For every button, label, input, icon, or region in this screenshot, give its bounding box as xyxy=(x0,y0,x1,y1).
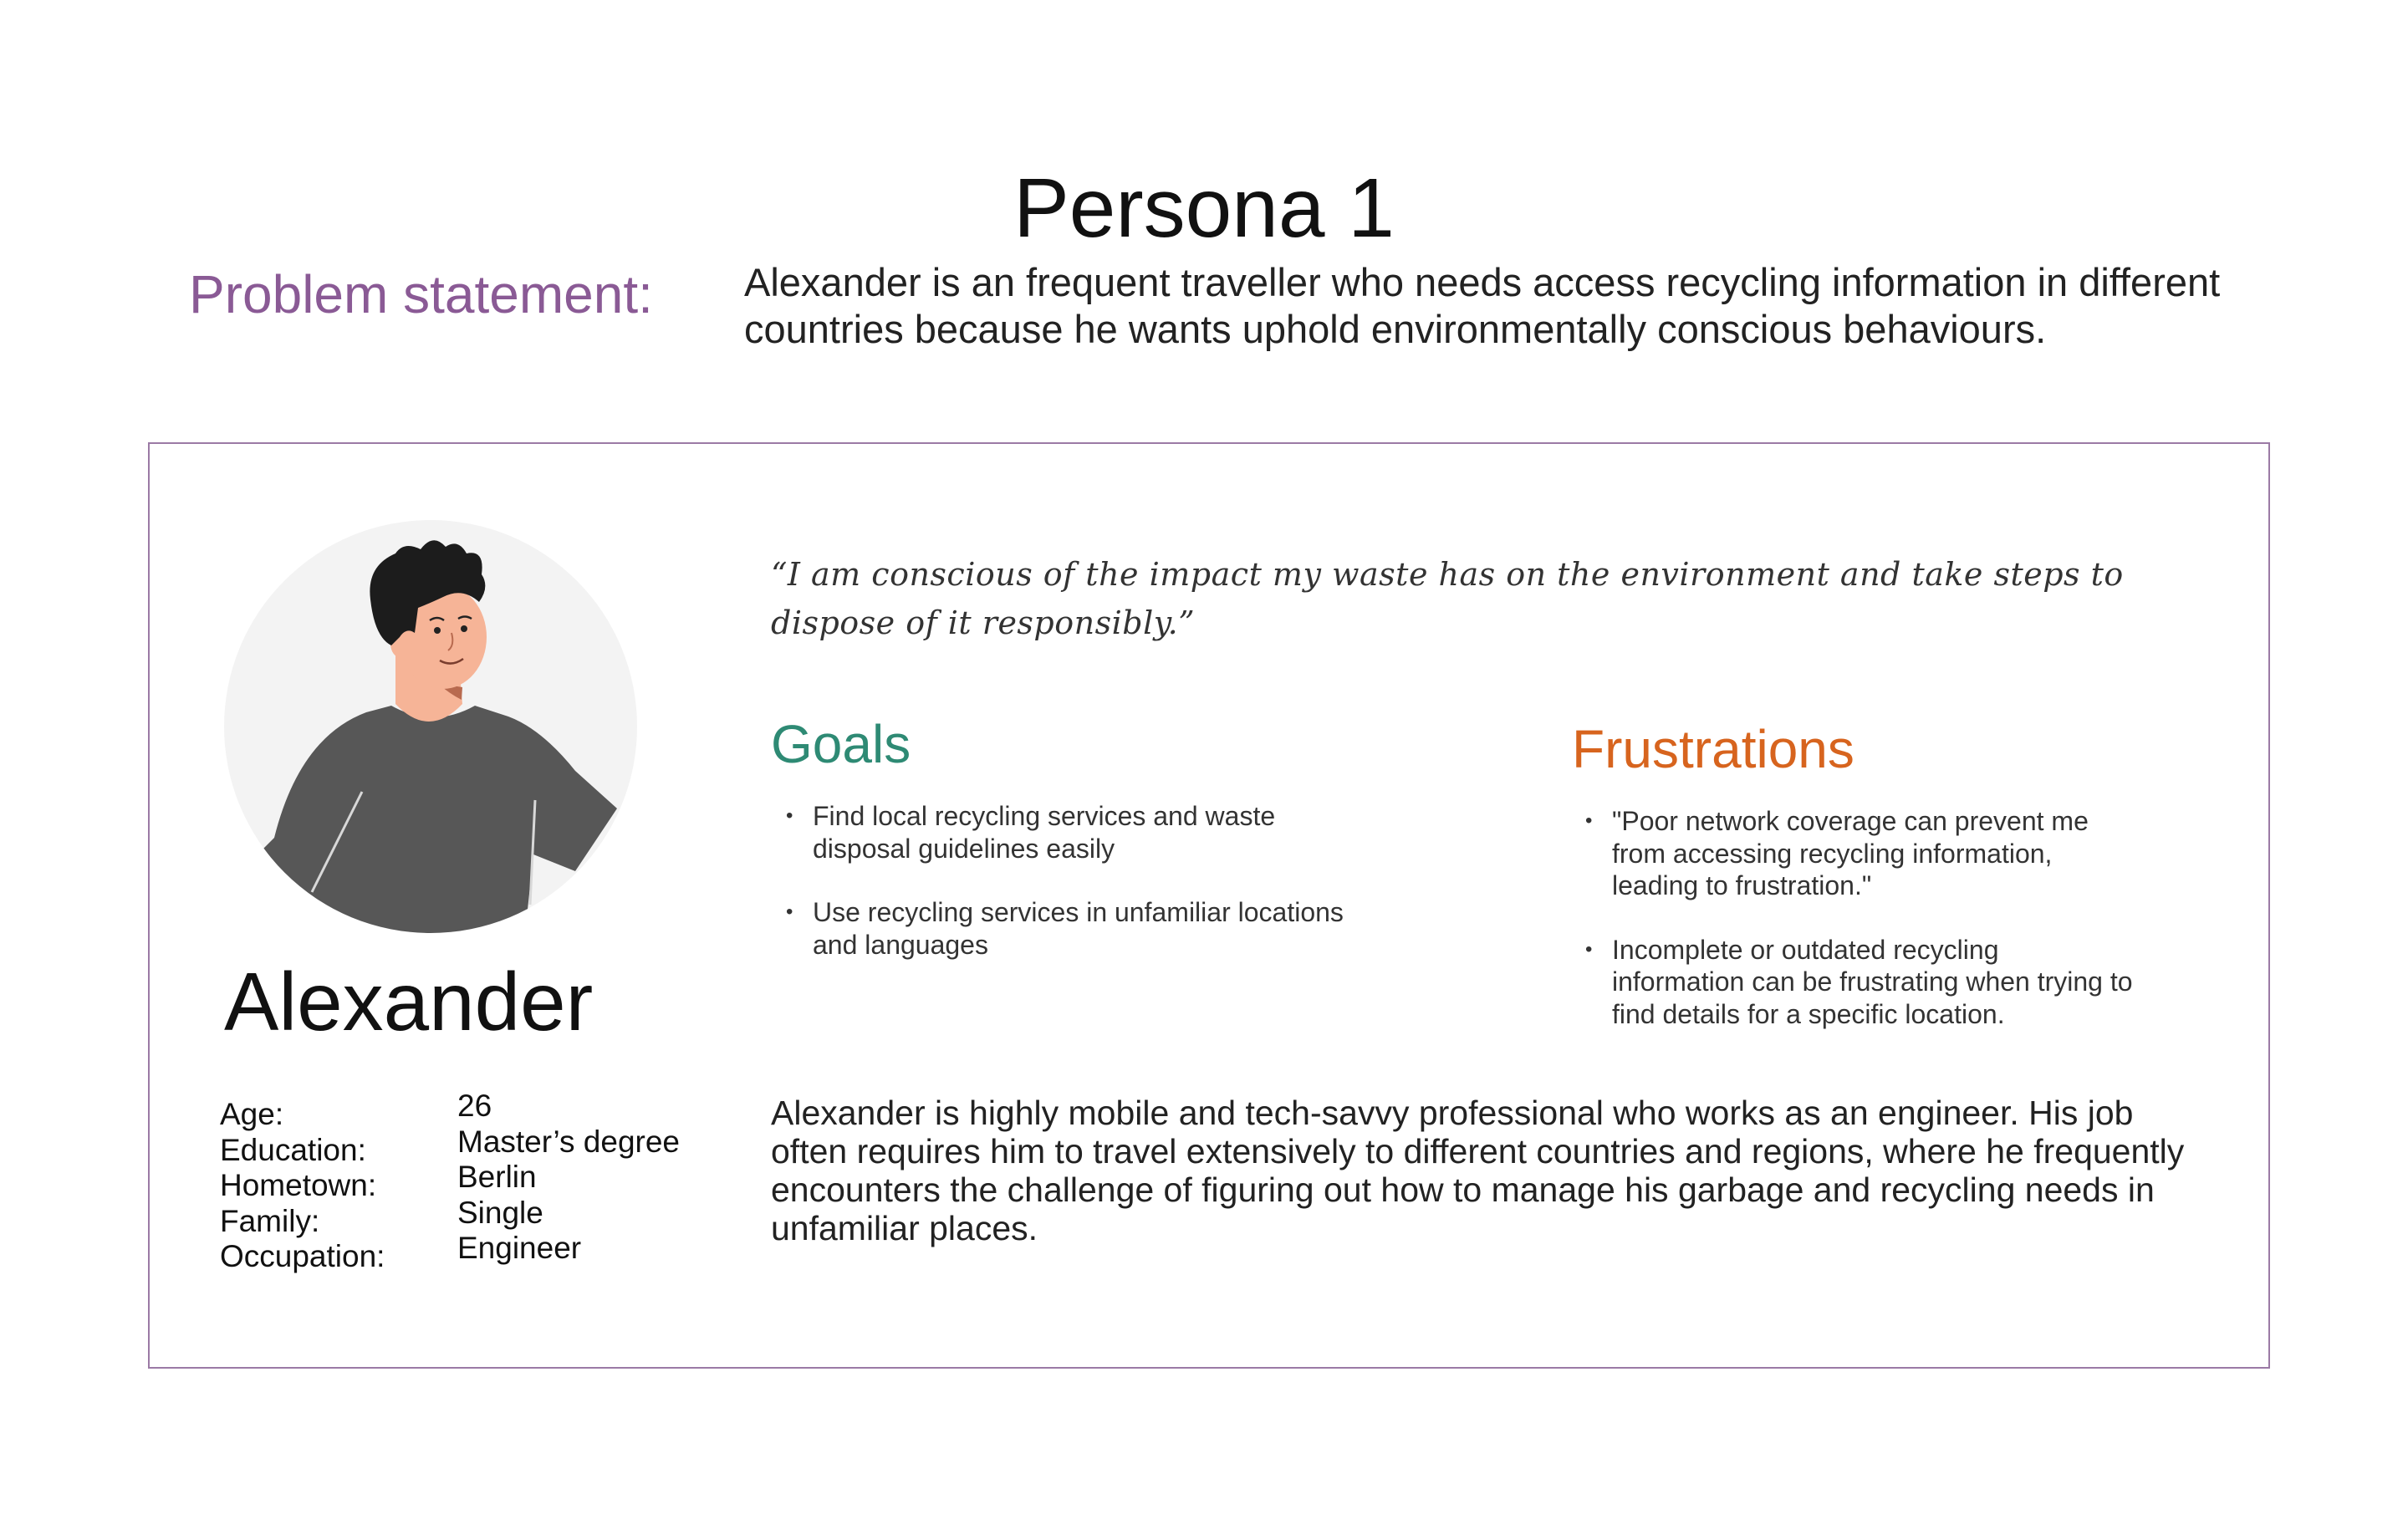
persona-name: Alexander xyxy=(224,956,594,1048)
goal-text: Use recycling services in unfamiliar locations and languages xyxy=(813,897,1344,960)
list-item xyxy=(786,896,1371,961)
persona-quote: “I am conscious of the impact my waste has on the environment and take steps to dispose of it responsibly.” xyxy=(771,556,2124,641)
bullet-icon: • xyxy=(786,900,793,923)
problem-statement-text: Alexander is an frequent traveller who needs access recycling information in different countries because he wants uphold environmentally conscious behaviours. xyxy=(744,260,2221,351)
list-item xyxy=(786,800,1371,864)
bullet-icon: • xyxy=(1585,809,1593,832)
frustration-text: "Poor network coverage can prevent me from accessing recycling information, leading to frustration." xyxy=(1612,806,2089,900)
list-item xyxy=(1585,934,2137,1031)
fact-label-education: Education: xyxy=(220,1132,366,1167)
frustration-text: Incomplete or outdated recycling information can be frustrating when trying to find details for a specific location. xyxy=(1612,934,2133,1029)
fact-label-age: Age: xyxy=(220,1097,284,1131)
fact-value-age: 26 xyxy=(457,1089,492,1123)
fact-label-hometown: Hometown: xyxy=(220,1168,377,1202)
persona-bio: Alexander is highly mobile and tech-savvy professional who works as an engineer. His job often requires him to travel extensively to different countries and regions, where he frequently encounters the challenge of figuring out how to manage his garbage and recycling needs in unfamiliar places. xyxy=(771,1094,2185,1247)
fact-value-hometown: Berlin xyxy=(457,1160,537,1194)
person-avatar-icon xyxy=(224,520,637,933)
list-item xyxy=(1585,805,2137,902)
fact-label-family: Family: xyxy=(220,1203,320,1238)
goals-list xyxy=(786,800,1371,992)
goals-heading: Goals xyxy=(771,714,911,774)
bullet-icon: • xyxy=(786,804,793,827)
goal-text: Find local recycling services and waste disposal guidelines easily xyxy=(813,801,1276,864)
fact-value-occupation: Engineer xyxy=(457,1231,582,1265)
fact-value-family: Single xyxy=(457,1195,543,1230)
fact-value-education: Master’s degree xyxy=(457,1124,680,1159)
bullet-icon: • xyxy=(1585,937,1593,961)
frustrations-heading: Frustrations xyxy=(1572,719,1854,779)
fact-labels xyxy=(220,1097,385,1275)
fact-values xyxy=(457,1089,680,1267)
problem-statement-label: Problem statement: xyxy=(189,264,653,324)
fact-label-occupation: Occupation: xyxy=(220,1239,385,1273)
frustrations-list xyxy=(1585,805,2137,1062)
page-title: Persona 1 xyxy=(1013,161,1395,255)
